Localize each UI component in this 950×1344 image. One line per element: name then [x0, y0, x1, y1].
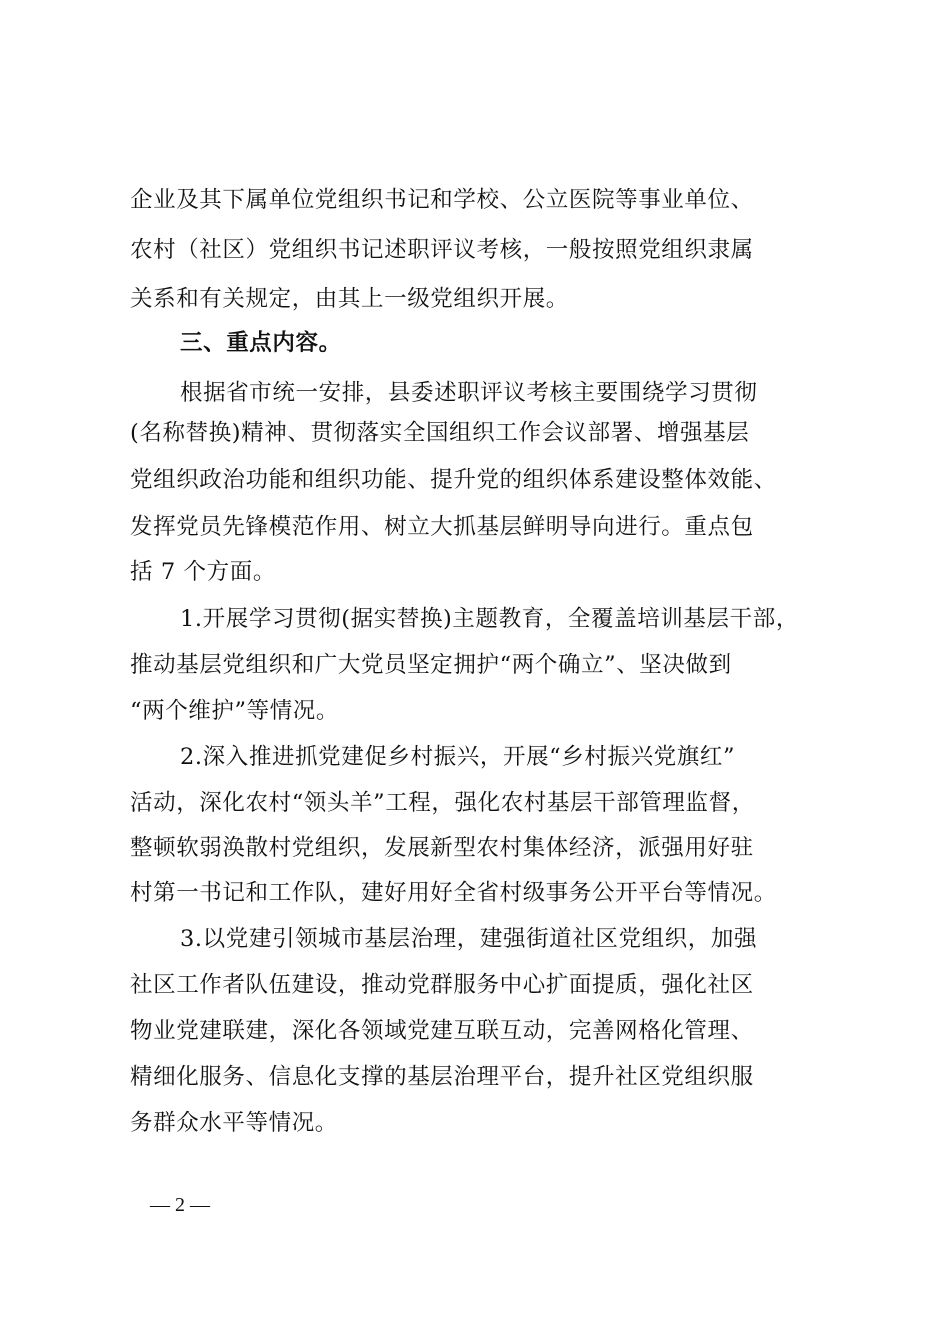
item-2-line-4: 村第一书记和工作队，建好用好全省村级事务公开平台等情况。: [130, 880, 777, 906]
item-1-line-2: 推动基层党组织和广大党员坚定拥护“两个确立”、坚决做到: [130, 652, 732, 678]
intro-line-1: 企业及其下属单位党组织书记和学校、公立医院等事业单位、: [130, 187, 754, 213]
item-3-line-5: 务群众水平等情况。: [130, 1110, 338, 1136]
overview-line-2: (名称替换)精神、贯彻落实全国组织工作会议部署、增强基层: [130, 420, 750, 446]
intro-line-3: 关系和有关规定，由其上一级党组织开展。: [130, 286, 569, 312]
intro-line-2: 农村（社区）党组织书记述职评议考核，一般按照党组织隶属: [130, 237, 754, 263]
overview-line-1: 根据省市统一安排，县委述职评议考核主要围绕学习贯彻: [180, 380, 758, 406]
page-number: — 2 —: [150, 1194, 210, 1216]
section-heading: 三、重点内容。: [180, 330, 342, 356]
item-2-line-3: 整顿软弱涣散村党组织，发展新型农村集体经济，派强用好驻: [130, 835, 754, 861]
item-1-line-1: 1.开展学习贯彻(据实替换)主题教育，全覆盖培训基层干部，: [180, 606, 799, 632]
item-2-line-2: 活动，深化农村“领头羊”工程，强化农村基层干部管理监督，: [130, 790, 755, 816]
item-3-line-2: 社区工作者队伍建设，推动党群服务中心扩面提质，强化社区: [130, 972, 754, 998]
item-2-line-1: 2.深入推进抓党建促乡村振兴，开展“乡村振兴党旗红”: [180, 744, 736, 770]
item-1-line-3: “两个维护”等情况。: [130, 698, 340, 724]
item-3-line-1: 3.以党建引领城市基层治理，建强街道社区党组织，加强: [180, 926, 758, 952]
item-3-line-4: 精细化服务、信息化支撑的基层治理平台，提升社区党组织服: [130, 1064, 754, 1090]
item-3-line-3: 物业党建联建，深化各领域党建互联互动，完善网格化管理、: [130, 1018, 754, 1044]
overview-line-4: 发挥党员先锋模范作用、树立大抓基层鲜明导向进行。重点包: [130, 514, 754, 540]
overview-line-3: 党组织政治功能和组织功能、提升党的组织体系建设整体效能、: [130, 467, 777, 493]
overview-line-5: 括 7 个方面。: [130, 559, 276, 585]
